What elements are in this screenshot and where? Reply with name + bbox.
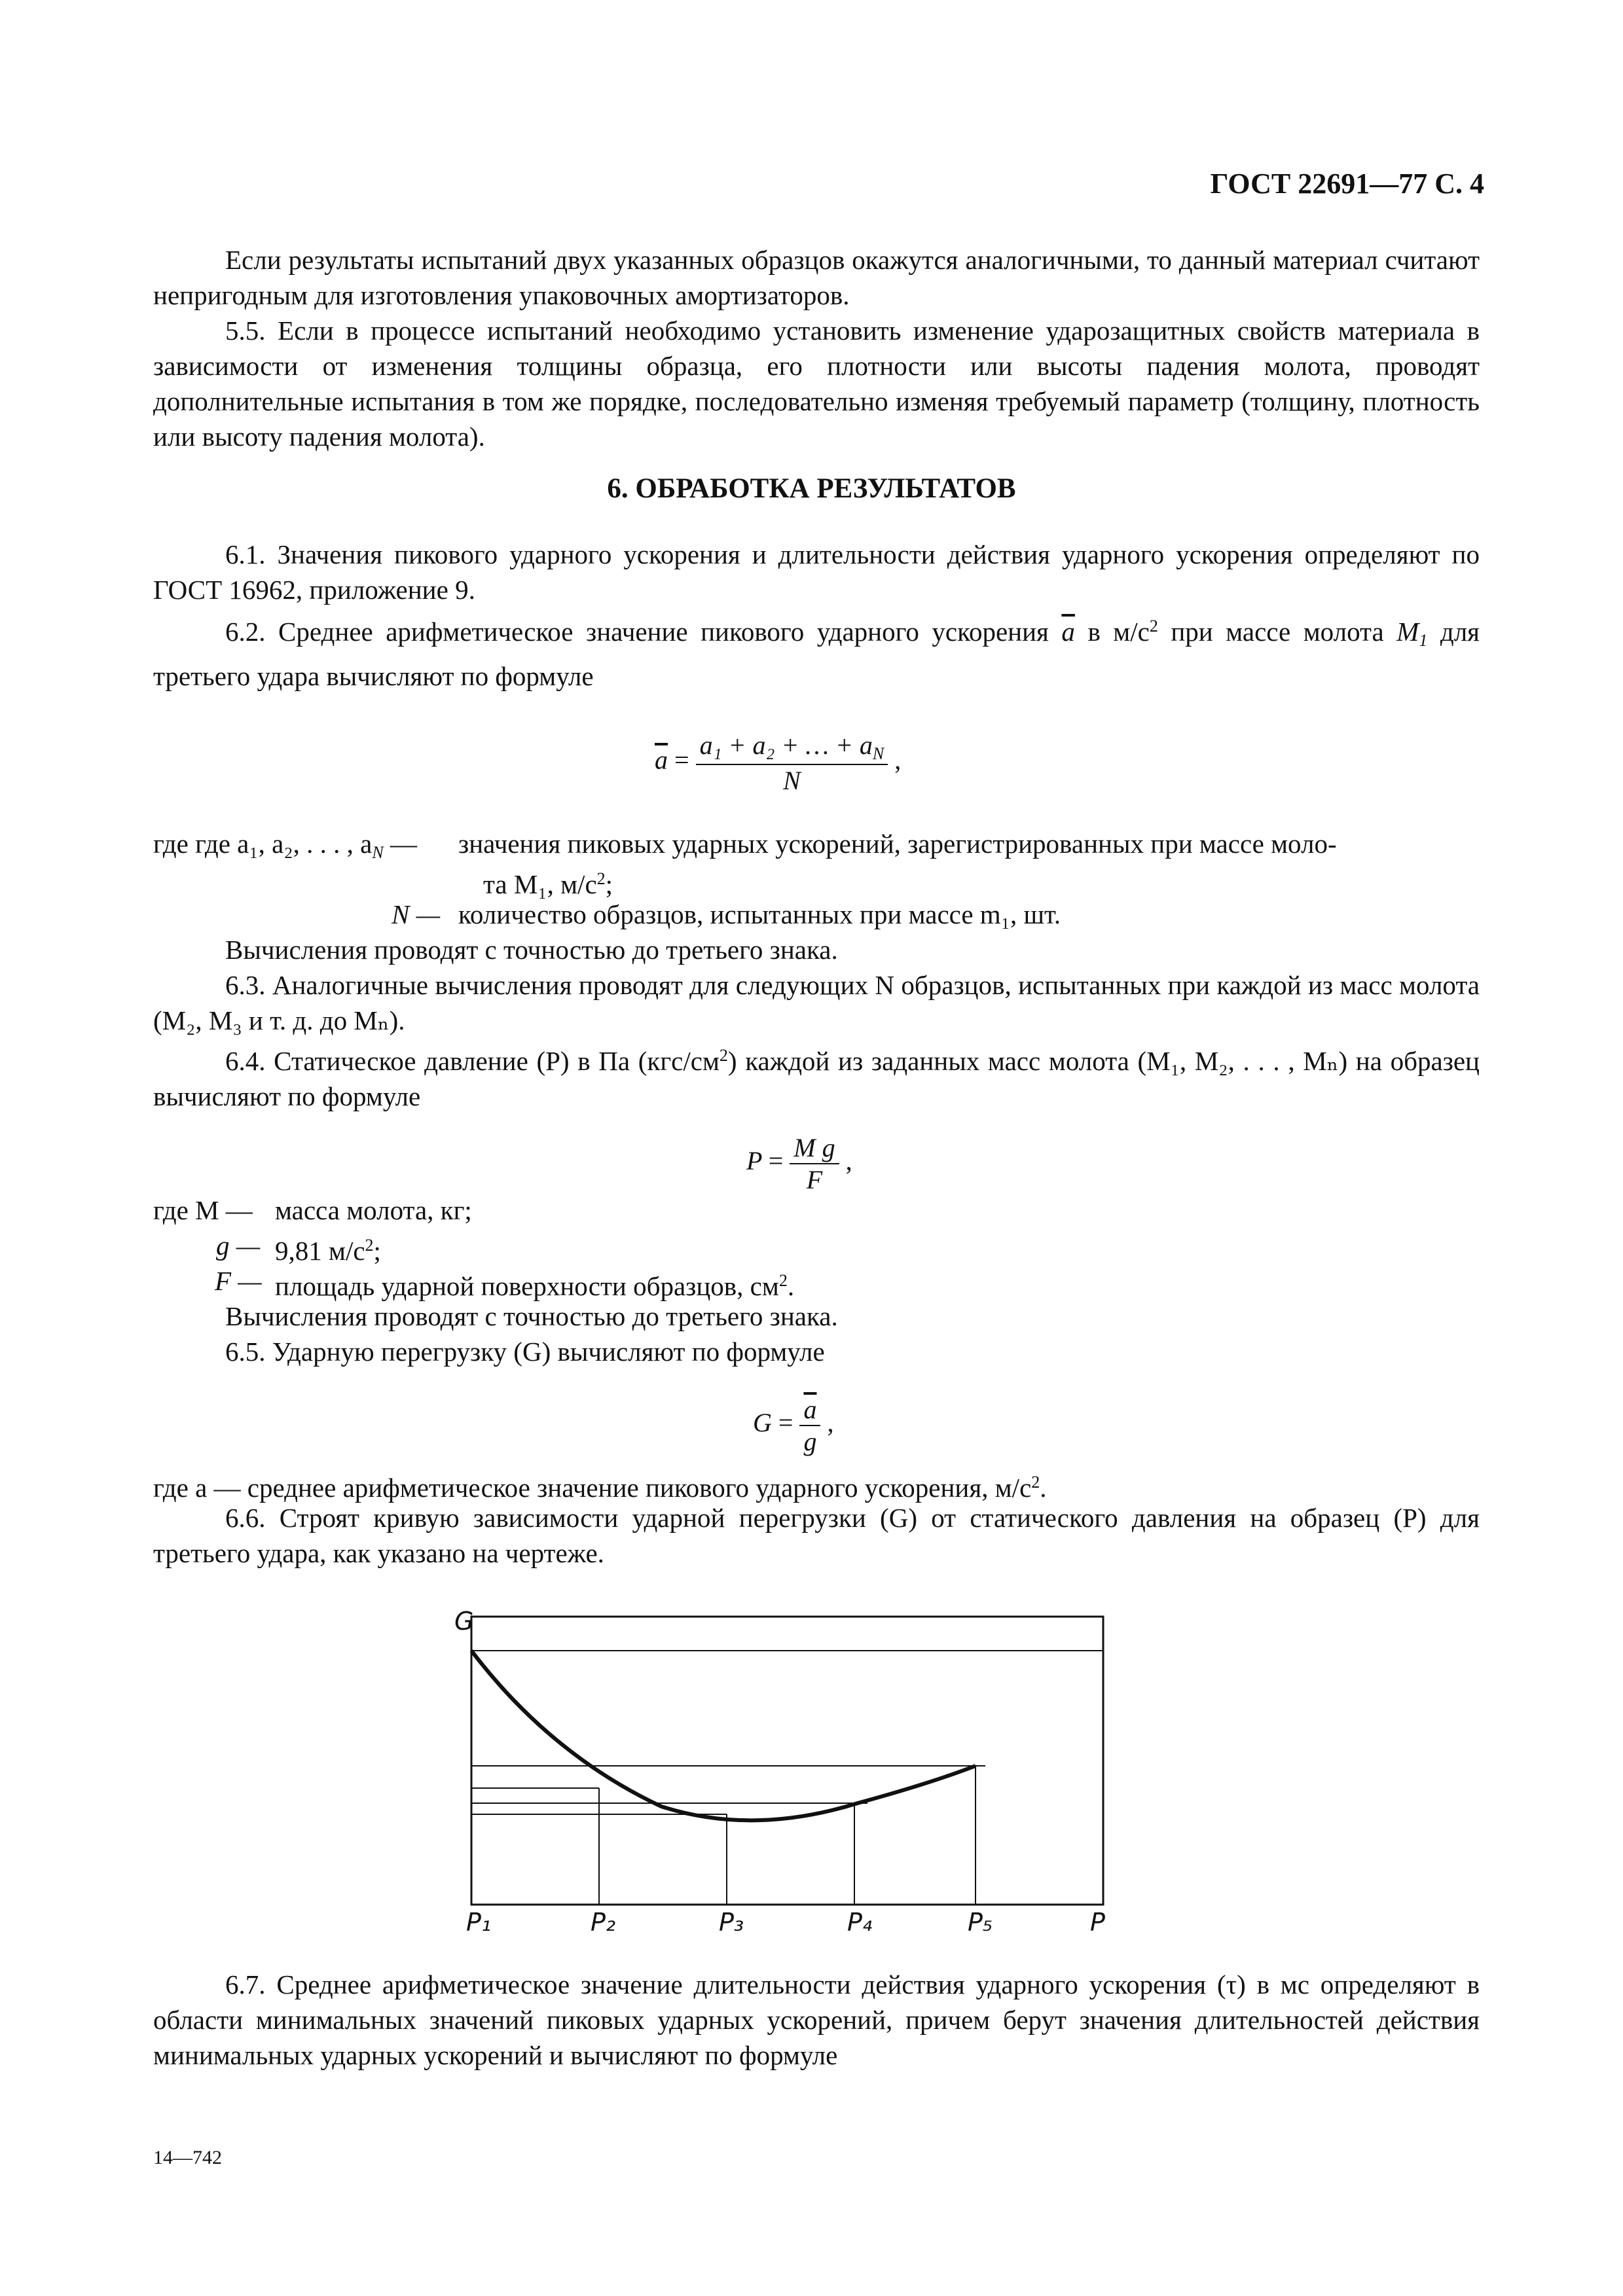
x-axis-label: P [1090, 1908, 1105, 1937]
where2-f-text: площадь ударной поверхности образцов, $см^2$. [275, 1271, 795, 1301]
tick-p5: P₅ [968, 1908, 993, 1937]
paragraph-6-3: 6.3. Аналогичные вычисления проводят для следующих N образцов, испытанных при каждой из масс молота (M₂, M₃ и т. д. до Mₙ). [153, 970, 1480, 1035]
p62-text-c: при массе молота [1171, 617, 1384, 647]
g-vs-p-figure [452, 1610, 1159, 1937]
p62-text-b: в м/с [1087, 617, 1150, 647]
paragraph-6-7: 6.7. Среднее арифметическое значение длительности действия ударного ускорения (τ) в мс определяют в области минимальных значений пиковых ударных ускорений, причем берут значения длительностей действия минимальных ударных ускорений и вычисляют по формуле [153, 1969, 1480, 2070]
figure-frame [471, 1617, 1103, 1905]
calc-note-2: Вычисления проводят с точностью до третьего знака. [225, 1301, 838, 1331]
calc-note-1: Вычисления проводят с точностью до третьего знака. [225, 935, 838, 965]
where2-g-text: 9,81 $м/с^2$; [275, 1236, 381, 1266]
paragraph-6-6-block [153, 1500, 1480, 1571]
intro-text [153, 242, 1480, 454]
paragraph-6-1: 6.1. Значения пикового ударного ускорения и длительности действия ударного ускорения определяют по ГОСТ 16962, приложение 9. [153, 539, 1480, 605]
where2-m-text: масса молота, кг; [275, 1195, 472, 1225]
section-title: 6. ОБРАБОТКА РЕЗУЛЬТАТОВ [607, 473, 1016, 504]
where3-block [153, 1465, 1480, 1505]
where1-n-text: количество образцов, испытанных при массе m₁, шт. [458, 899, 1061, 929]
paragraph-6-6: 6.6. Строят кривую зависимости ударной перегрузки (G) от статического давления на образец (P) для третьего удара, как указано на чертеже. [153, 1503, 1480, 1568]
tick-p2: P₂ [591, 1908, 616, 1937]
page-header: ГОСТ 22691—77 С. 4 [1210, 168, 1484, 200]
where1-n-label: N — [392, 899, 441, 929]
tick-p3: P₃ [719, 1908, 744, 1937]
formula-overload: G = $\frac{\overline{a}}{g}$ , [753, 1395, 834, 1456]
paragraph-6-5: 6.5. Ударную перегрузку (G) вычисляют по формуле [225, 1336, 825, 1367]
paragraph-6-3-block [153, 967, 1480, 1038]
paragraph-6-2-block [153, 609, 1480, 694]
paragraph-6-2: 6.2. Среднее арифметическое значение пикового ударного ускорения $\overline{a}$ в $м/с^2$ при массе молота $M_1$ для третьего удара вычисляют по формуле [153, 617, 1480, 691]
g-curve [471, 1651, 976, 1820]
calc-note-1-block [153, 932, 1480, 967]
where1-text1: значения пиковых ударных ускорений, зарегистрированных при массе моло- [458, 829, 1337, 859]
where1-lead: где где a₁, a₂, . . . , $a_N$ — [153, 829, 417, 862]
paragraph-6-7-block [153, 1967, 1480, 2073]
where1-text2: та M₁, $м/с^2$; [483, 869, 613, 899]
where2-f-label: F — [215, 1266, 262, 1296]
where2-m-label: где M — [153, 1195, 253, 1225]
p62-text-d: для третьего удара вычисляют по формуле [153, 617, 1480, 691]
y-axis-label: G [454, 1610, 474, 1636]
calc-note-2-block [153, 1299, 1480, 1334]
paragraph-5-5: 5.5. Если в процессе испытаний необходимо установить изменение ударозащитных свойств материала в зависимости от изменения толщины образца, его плотности или высоты падения молота, проводят дополнительные испытания в том же порядке, последовательно изменяя требуемый параметр (толщину, плотность или высоту падения молота). [153, 315, 1480, 452]
tick-p1: P₁ [466, 1908, 492, 1937]
paragraph-6-1-block [153, 537, 1480, 607]
p62-text-a: 6.2. Среднее арифметическое значение пикового ударного ускорения [225, 617, 1049, 647]
paragraph-6-4: 6.4. Статическое давление (P) в Па $(кгс/см^2)$ каждой из заданных масс молота (M₁, M₂, . . . , Mₙ) на образец вычисляют по формуле [153, 1046, 1480, 1111]
formula-mean-acceleration: $\overline{a}$ = $\frac{a_1 + a_2 + \dots + a_N}{N}$ , [655, 730, 902, 795]
paragraph-intro: Если результаты испытаний двух указанных образцов окажутся аналогичными, то данный материал считают непригодным для изготовления упаковочных амортизаторов. [153, 245, 1480, 310]
paragraph-6-5-block [153, 1334, 1480, 1369]
paragraph-6-4-block [153, 1038, 1480, 1114]
a-bar-symbol: $\overline{a}$ [1061, 617, 1075, 647]
where3-text: где a — среднее арифметическое значение пикового ударного ускорения, $м/с^2$. [153, 1473, 1047, 1503]
formula-static-pressure: P = $\frac{\text{M g}}{F}$ , [746, 1133, 852, 1194]
page-footer-code: 14—742 [153, 2147, 222, 2168]
where2-g-label: g — [216, 1230, 261, 1261]
tick-p4: P₄ [847, 1908, 873, 1937]
